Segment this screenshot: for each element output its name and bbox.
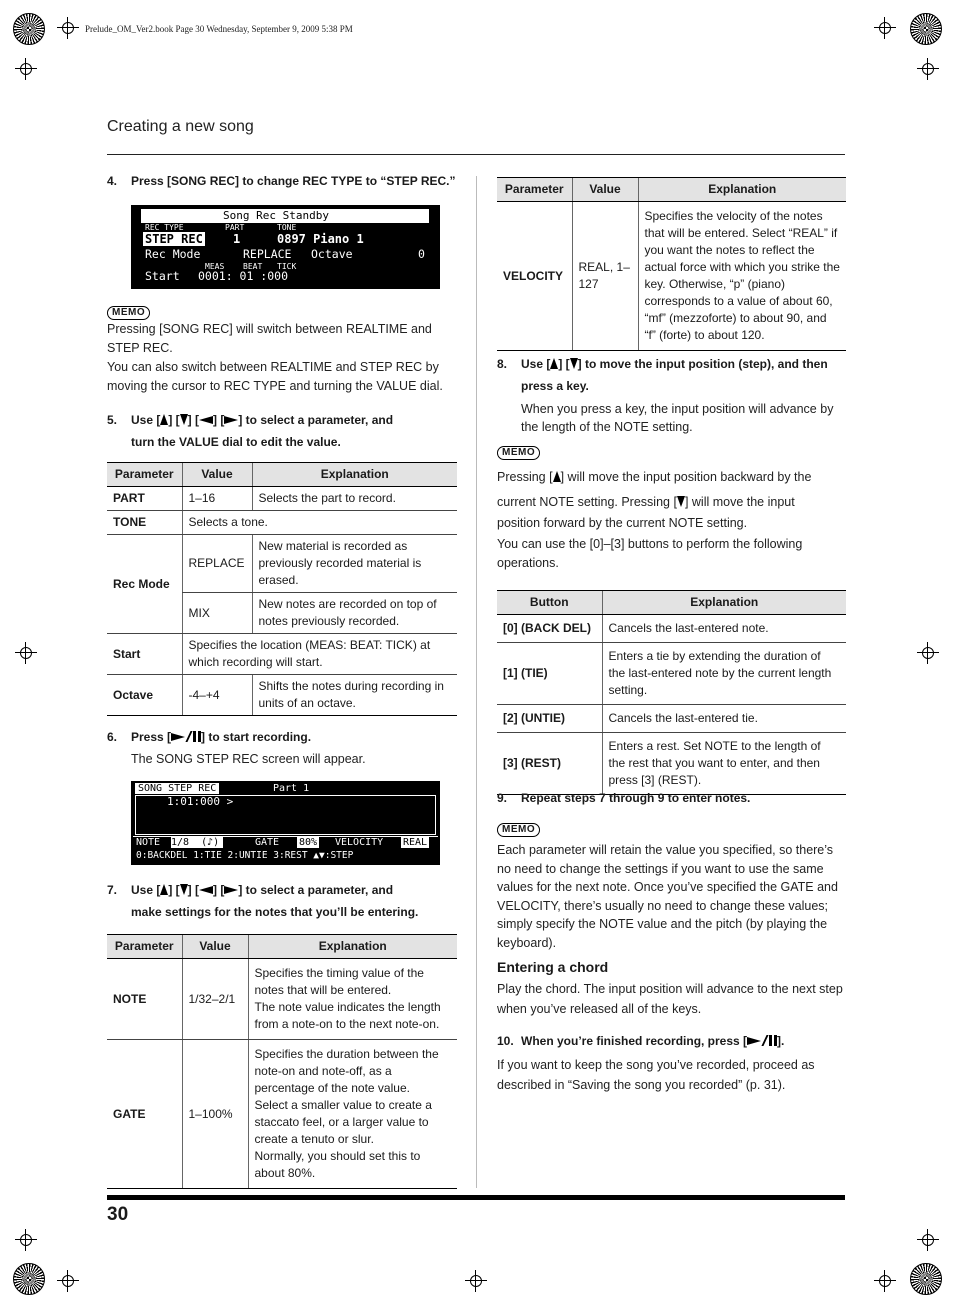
param-name: NOTE <box>107 959 182 1040</box>
lcd-value-tone: 0897 Piano 1 <box>277 232 364 246</box>
param-explanation: New notes are recorded on top of notes previously recorded. <box>252 593 457 634</box>
button-name: [3] (REST) <box>497 733 602 795</box>
memo-fragment: ] will move the input position backward by the <box>560 470 812 484</box>
lcd-value-steprec: STEP REC <box>145 232 203 246</box>
play-icon <box>171 733 185 741</box>
down-arrow-icon <box>180 884 188 895</box>
memo-badge: MEMO <box>107 306 150 320</box>
velocity-table <box>497 177 846 351</box>
lcd-start: Start <box>145 269 180 283</box>
step-text: ] [ <box>168 883 180 897</box>
slash-icon <box>185 731 192 742</box>
explanation-line: Specifies the duration between the note-on and note-off, as a percentage of the note value. <box>254 1047 439 1095</box>
print-header: Prelude_OM_Ver2.book Page 30 Wednesday, September 9, 2009 5:38 PM <box>85 24 353 34</box>
lcd-octave-value: 0 <box>418 247 425 261</box>
step-text: Repeat steps 7 through 9 to enter notes. <box>521 791 751 805</box>
lcd-label-rectype: REC TYPE <box>145 223 184 232</box>
lcd-label-tone: TONE <box>277 223 297 232</box>
memo-2 <box>497 442 846 573</box>
col-header: Parameter <box>107 463 182 487</box>
lcd-velocity-label: VELOCITY <box>335 837 384 848</box>
step-subtext: When you press a key, the input position will advance by the length of the NOTE setting. <box>521 402 834 434</box>
crosshair-icon <box>15 642 37 664</box>
memo-3 <box>497 819 846 952</box>
step-text: ] [ <box>213 883 225 897</box>
right-arrow-icon <box>224 416 238 424</box>
param-name: GATE <box>107 1040 182 1189</box>
param-value: MIX <box>182 593 252 634</box>
lcd-title: Song Rec Standby <box>223 209 329 222</box>
col-header: Parameter <box>497 178 572 202</box>
lcd-label-meas: MEAS <box>205 262 225 271</box>
button-explanation: Enters a rest. Set NOTE to the length of the rest that you want to enter, and then press [3] (REST). <box>602 733 846 795</box>
param-explanation: New material is recorded as previously recorded material is erased. <box>252 535 457 593</box>
down-arrow-icon <box>677 496 685 507</box>
memo-text: Pressing [SONG REC] will switch between REALTIME and STEP REC. <box>107 322 432 355</box>
param-explanation: Specifies the velocity of the notes that will be entered. Select “REAL” if you want the notes to reflect the actual force with which you strike the key. Otherwise, “p” (piano) corresponds to a value of about 60, “mf” (mezzoforte) to about 90, and “f” (forte) to about 120. <box>638 202 846 351</box>
step-5 <box>107 409 457 453</box>
lcd-title: SONG STEP REC <box>135 783 219 794</box>
registration-wheel-icon <box>910 13 942 45</box>
table-row <box>107 959 457 1040</box>
memo-fragment: current NOTE setting. Pressing [ <box>497 495 677 509</box>
bottom-rule <box>107 1195 845 1200</box>
param-explanation: Selects a tone. <box>182 511 457 535</box>
lcd-label-tick: TICK <box>277 262 297 271</box>
step-text: ] [ <box>168 413 180 427</box>
step-text: Press [SONG REC] to change REC TYPE to “STEP REC.” <box>131 174 456 188</box>
lcd-song-rec-standby <box>131 205 440 289</box>
step-text: ] to select a parameter, and <box>238 413 394 427</box>
table-row <box>107 634 457 675</box>
step-text: ]. <box>777 1034 785 1048</box>
crosshair-icon <box>465 1270 487 1292</box>
explanation-line: Select a smaller value to create a staccato feel, or a larger value to create a tenuto or slur. <box>254 1098 432 1146</box>
step-text: ] to move the input position (step), and then <box>577 357 828 371</box>
rec-parameter-table <box>107 462 457 716</box>
button-name: [2] (UNTIE) <box>497 705 602 733</box>
step-text: Use [ <box>521 357 551 371</box>
param-name: TONE <box>107 511 182 535</box>
table-row <box>107 1040 457 1189</box>
step-number: 8. <box>497 357 508 371</box>
lcd-recmode: Rec Mode <box>145 247 201 261</box>
memo-fragment: ] will move the input <box>684 495 795 509</box>
col-header: Parameter <box>107 935 182 959</box>
explanation-line: The note value indicates the length from a note-on to the next note-on. <box>254 1000 441 1031</box>
step-9 <box>497 787 846 809</box>
crosshair-icon <box>917 58 939 80</box>
col-header: Explanation <box>638 178 846 202</box>
lcd-part: Part 1 <box>273 783 310 794</box>
step-number: 6. <box>107 730 118 744</box>
step-text: Use [ <box>131 883 161 897</box>
button-name: [0] (BACK DEL) <box>497 615 602 643</box>
param-explanation: Selects the part to record. <box>252 487 457 511</box>
down-arrow-icon <box>570 358 578 369</box>
param-value: REAL, 1–127 <box>572 202 638 351</box>
slash-icon <box>761 1035 768 1046</box>
col-header: Explanation <box>252 463 457 487</box>
crosshair-icon <box>15 58 37 80</box>
button-explanation: Cancels the last-entered note. <box>602 615 846 643</box>
memo-text: You can use the [0]–[3] buttons to perform the following operations. <box>497 537 803 570</box>
table-row <box>497 643 846 705</box>
registration-wheel-icon <box>910 1263 942 1295</box>
step-text: When you’re finished recording, press [ <box>521 1034 748 1048</box>
step-8 <box>497 353 846 436</box>
table-row <box>497 733 846 795</box>
memo-badge: MEMO <box>497 823 540 837</box>
step-text: ] to select a parameter, and <box>238 883 394 897</box>
button-table <box>497 590 846 795</box>
chord-heading: Entering a chord <box>497 959 609 975</box>
step-number: 7. <box>107 883 118 897</box>
registration-wheel-icon <box>13 13 45 45</box>
column-divider <box>476 176 477 1188</box>
lcd-value-part: 1 <box>233 232 241 246</box>
lcd-song-step-rec <box>131 781 440 865</box>
lcd-octave: Octave <box>311 247 353 261</box>
pause-icon <box>769 1035 777 1046</box>
down-arrow-icon <box>180 414 188 425</box>
pause-icon <box>193 731 201 742</box>
step-number: 5. <box>107 413 118 427</box>
registration-wheel-icon <box>13 1263 45 1295</box>
step-text: ] to start recording. <box>201 730 312 744</box>
step-subtext: The SONG STEP REC screen will appear. <box>131 752 366 766</box>
step-10 <box>497 1030 846 1052</box>
param-value: 1–16 <box>182 487 252 511</box>
step-text: ] [ <box>558 357 570 371</box>
button-explanation: Enters a tie by extending the duration of the last-entered note by the current length setting. <box>602 643 846 705</box>
memo-text <box>497 466 846 488</box>
explanation-line: Normally, you should set this to about 80%. <box>254 1149 421 1180</box>
lcd-bottom-bar: 0:BACKDEL 1:TIE 2:UNTIE 3:REST ▲▼:STEP <box>136 850 354 861</box>
lcd-position: 1:01:000 > <box>167 795 234 808</box>
col-header: Value <box>572 178 638 202</box>
param-value: 1–100% <box>182 1040 248 1189</box>
param-explanation <box>248 959 457 1040</box>
param-value: -4–+4 <box>182 675 252 716</box>
col-header: Explanation <box>602 591 846 615</box>
final-text: If you want to keep the song you’ve recorded, proceed as described in “Saving the song you recorded” (p. 31). <box>497 1058 815 1092</box>
step-7 <box>107 879 457 923</box>
page-number: 30 <box>107 1204 129 1225</box>
table-row <box>107 675 457 716</box>
table-row <box>107 535 457 593</box>
memo-badge: MEMO <box>497 446 540 460</box>
table-row <box>107 511 457 535</box>
crosshair-icon <box>57 17 79 39</box>
col-header: Button <box>497 591 602 615</box>
lcd-label-part: PART <box>225 223 245 232</box>
table-row <box>497 615 846 643</box>
left-arrow-icon <box>199 416 213 424</box>
left-arrow-icon <box>199 886 213 894</box>
step-4 <box>107 170 457 192</box>
col-header: Value <box>182 463 252 487</box>
memo-fragment: Pressing [ <box>497 470 553 484</box>
param-value: 1/32–2/1 <box>182 959 248 1040</box>
step-number: 10. <box>497 1034 514 1048</box>
param-name: Start <box>107 634 182 675</box>
crosshair-icon <box>917 642 939 664</box>
lcd-note-label: NOTE <box>136 837 161 848</box>
memo-text: Each parameter will retain the value you specified, so there’s no need to change the settings if you want to use the same values for the next note. Once you’ve specified the GATE and VELOCITY, there’s usually no need to change these values; simply specify the NOTE value and the pitch (by playing the keyboard). <box>497 843 838 950</box>
step-text: turn the VALUE dial to edit the value. <box>131 435 341 449</box>
param-explanation: Specifies the location (MEAS: BEAT: TICK) at which recording will start. <box>182 634 457 675</box>
step-text: Use [ <box>131 413 161 427</box>
step-number: 9. <box>497 791 508 805</box>
chord-text: Play the chord. The input position will advance to the next step when you’ve released all of the keys. <box>497 982 843 1016</box>
param-name: PART <box>107 487 182 511</box>
lcd-velocity-value: REAL <box>403 837 428 848</box>
note-gate-table <box>107 934 457 1189</box>
crosshair-icon <box>917 1229 939 1251</box>
col-header: Value <box>182 935 248 959</box>
lcd-start-value: 0001: 01 :000 <box>198 269 289 283</box>
lcd-label-beat: BEAT <box>243 262 263 271</box>
right-arrow-icon <box>224 886 238 894</box>
param-explanation: Shifts the notes during recording in units of an octave. <box>252 675 457 716</box>
table-row <box>107 487 457 511</box>
top-rule <box>107 154 845 155</box>
param-explanation <box>248 1040 457 1189</box>
play-icon <box>747 1037 761 1045</box>
crosshair-icon <box>874 1270 896 1292</box>
memo-1 <box>107 302 457 396</box>
explanation-line: Specifies the timing value of the notes that will be entered. <box>254 966 424 997</box>
crosshair-icon <box>15 1229 37 1251</box>
param-name: VELOCITY <box>497 202 572 351</box>
step-text: ] [ <box>187 883 199 897</box>
lcd-note-value: 1/8 (♪) <box>171 837 223 848</box>
step-6 <box>107 726 457 768</box>
col-header: Explanation <box>248 935 457 959</box>
memo-text: You can also switch between REALTIME and STEP REC by moving the cursor to REC TYPE and turning the VALUE dial. <box>107 360 443 393</box>
table-row <box>497 202 846 351</box>
memo-text <box>497 490 846 514</box>
step-text: make settings for the notes that you’ll be entering. <box>131 905 419 919</box>
crosshair-icon <box>874 17 896 39</box>
param-name: Octave <box>107 675 182 716</box>
lcd-replace: REPLACE <box>243 247 292 261</box>
step-number: 4. <box>107 174 118 188</box>
step-text: ] [ <box>213 413 225 427</box>
step-text: press a key. <box>521 379 589 393</box>
table-row <box>497 705 846 733</box>
section-title: Creating a new song <box>107 118 254 135</box>
button-explanation: Cancels the last-entered tie. <box>602 705 846 733</box>
up-arrow-icon <box>553 471 561 482</box>
step-text: ] [ <box>187 413 199 427</box>
crosshair-icon <box>57 1270 79 1292</box>
lcd-gate-label: GATE <box>255 837 280 848</box>
param-name: Rec Mode <box>107 535 182 634</box>
button-name: [1] (TIE) <box>497 643 602 705</box>
param-value: REPLACE <box>182 535 252 593</box>
lcd-gate-value: 80% <box>299 837 318 848</box>
memo-text: position forward by the current NOTE setting. <box>497 516 748 530</box>
step-text: Press [ <box>131 730 172 744</box>
